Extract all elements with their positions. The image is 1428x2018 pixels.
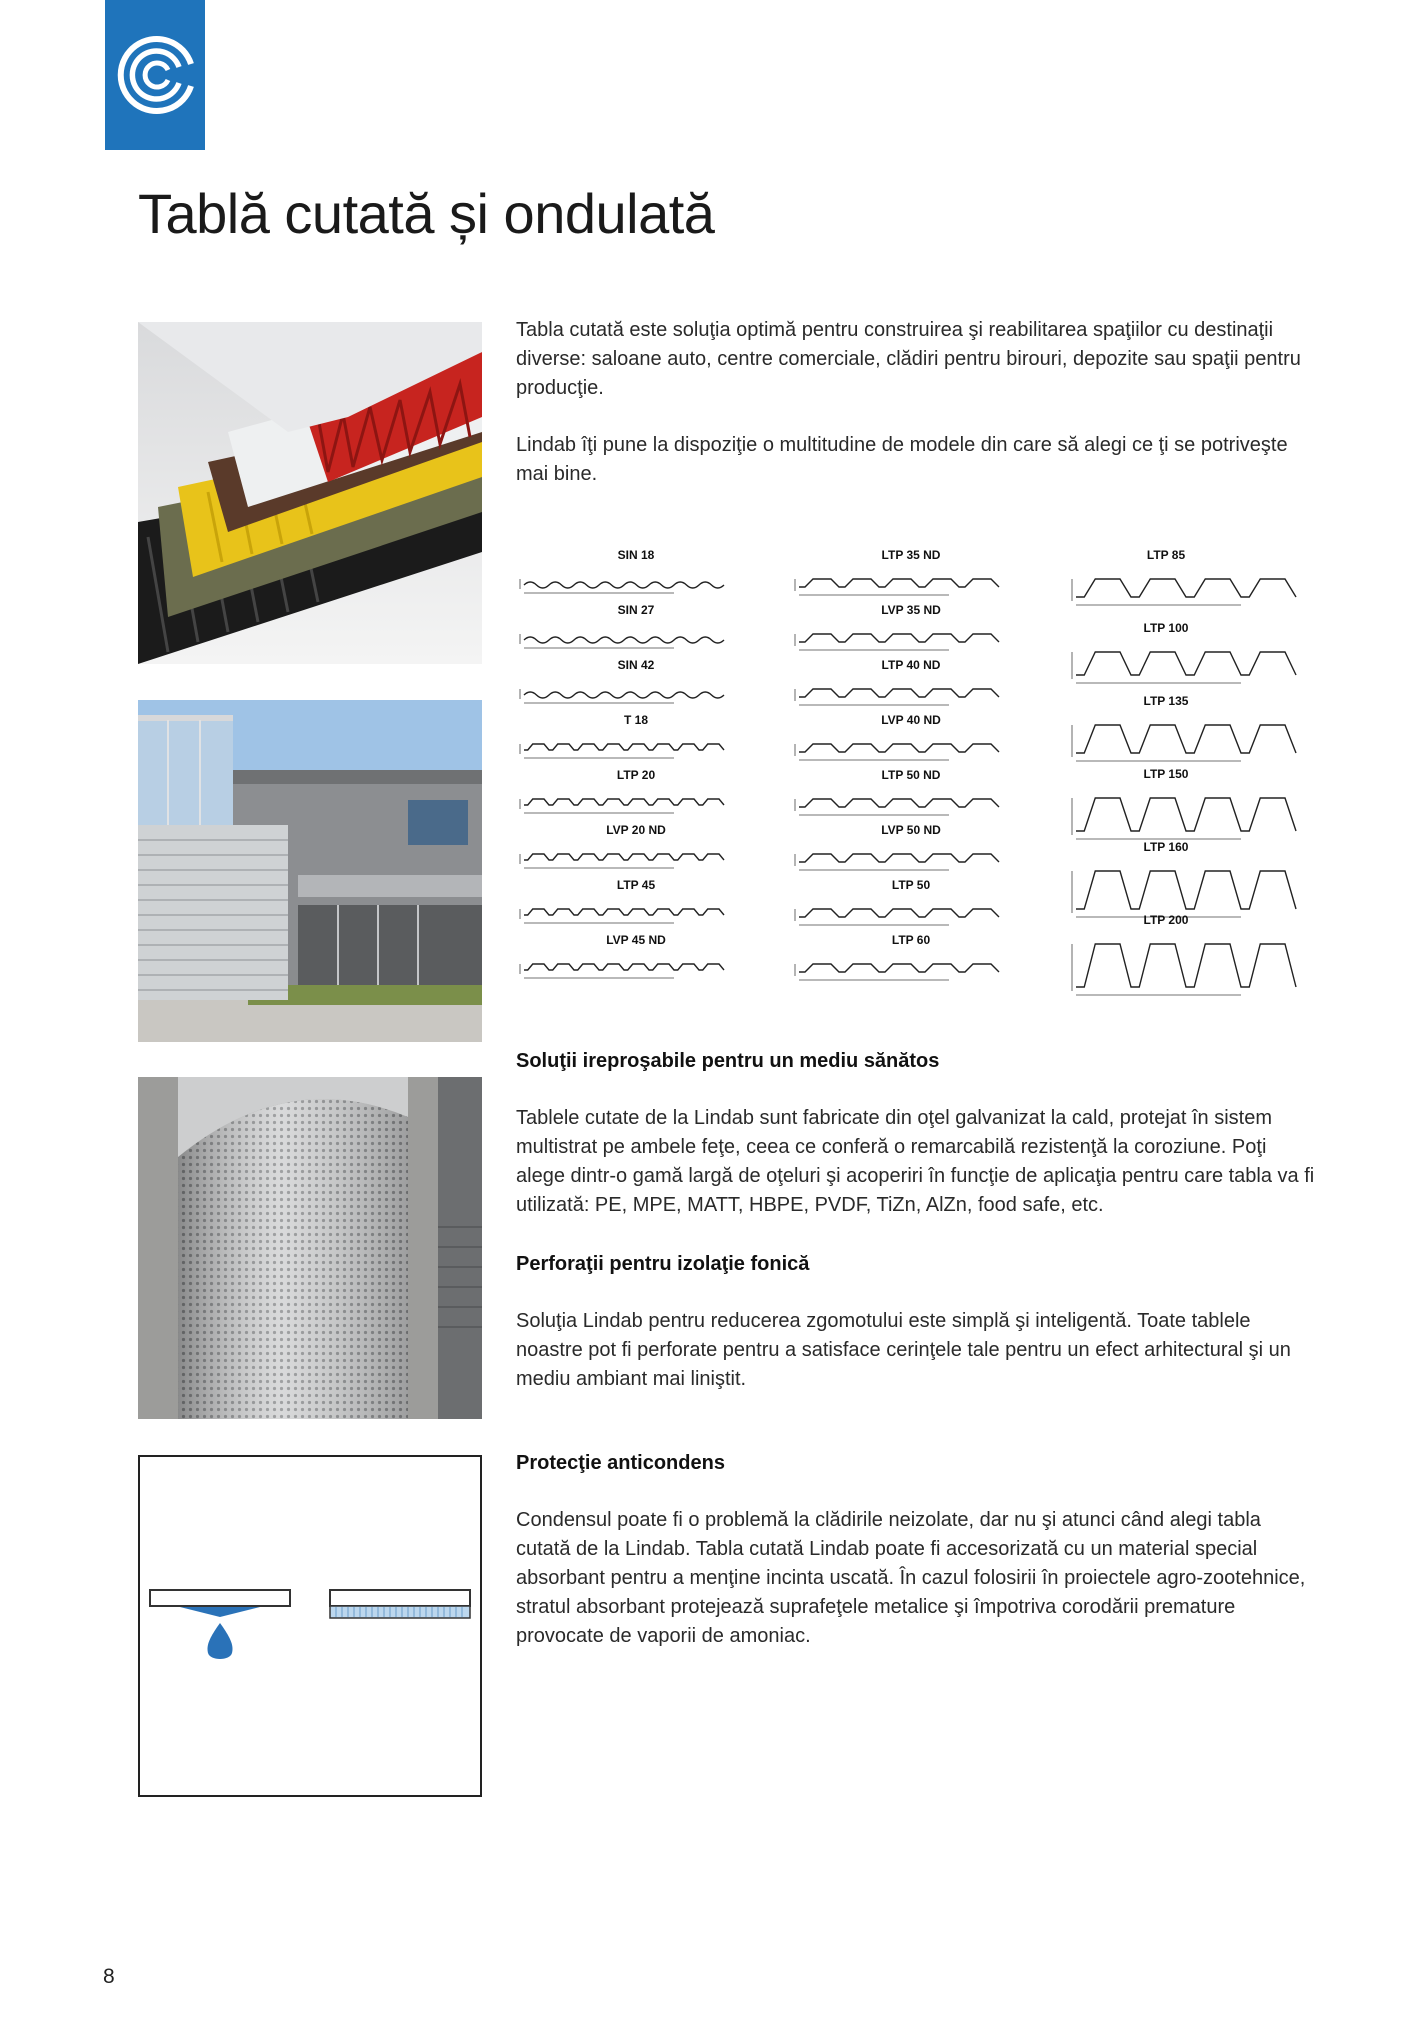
profile-label: T 18 xyxy=(623,713,649,727)
intro-paragraph-1: Tabla cutată este soluţia optimă pentru construirea şi reabilitarea spaţiilor cu destinaţii diverse: saloane auto, centre comerciale, clădiri pentru birouri, depozite sau spaţii pentru producţie. xyxy=(516,319,1301,399)
profile-label: LTP 50 ND xyxy=(881,768,941,782)
profile-shape xyxy=(524,637,724,643)
profile-shape xyxy=(799,799,999,807)
profile-label: LTP 200 xyxy=(1143,913,1189,927)
water-drop-icon xyxy=(208,1623,233,1659)
profile-label: SIN 27 xyxy=(617,603,655,617)
page-title: Tablă cutată și ondulată xyxy=(138,182,715,245)
page-number: 8 xyxy=(103,1965,115,1988)
profile-label: LVP 35 ND xyxy=(881,603,941,617)
section-heading-perforations: Perforaţii pentru izolaţie fonică xyxy=(516,1253,810,1275)
profile-shape xyxy=(1076,798,1296,831)
section-text-condens: Condensul poate fi o problemă la clădirile neizolate, dar nu şi atunci când alegi tabla cutată de la Lindab. Tabla cutată Lindab poate fi accesorizată cu un material special absorbant pentru a menţine incinta uscată. În cazul folosirii în proiectele agro-zootehnice, stratul absorbant protejează suprafeţele metalice şi împotriva corodării premature provocate de vaporii de amoniac. xyxy=(516,1509,1306,1647)
profile-shape xyxy=(799,689,999,697)
corrugated-panels-photo xyxy=(138,322,482,664)
profile-label: LVP 20 ND xyxy=(606,823,666,837)
profile-label: LVP 45 ND xyxy=(606,933,666,947)
profile-label: LTP 100 xyxy=(1143,621,1189,635)
profile-shape xyxy=(799,744,999,752)
profile-label: LTP 50 xyxy=(891,878,931,892)
section-text-perforations: Soluţia Lindab pentru reducerea zgomotului este simplă şi inteligentă. Toate tablele noastre pot fi perforate pentru a satisface cerinţele tale pentru un efect arhitectural şi un mediu ambiant mai liniştit. xyxy=(516,1310,1291,1390)
profile-shape xyxy=(1076,871,1296,909)
coated-sheet-icon xyxy=(330,1590,470,1606)
profile-shape xyxy=(799,634,999,642)
perforated-column-photo xyxy=(138,1077,482,1419)
profile-label: LTP 85 xyxy=(1146,548,1186,562)
profile-shape xyxy=(524,854,724,860)
profile-label: SIN 18 xyxy=(617,548,655,562)
profile-label: LTP 160 xyxy=(1143,840,1189,854)
profile-shape xyxy=(524,799,724,805)
profile-label: LTP 20 xyxy=(616,768,656,782)
lindab-concentric-logo-icon xyxy=(105,0,205,150)
section-heading-condens: Protecţie anticondens xyxy=(516,1452,725,1474)
section-heading-solutions: Soluţii ireproşabile pentru un mediu sănătos xyxy=(516,1050,940,1072)
profile-label: LVP 50 ND xyxy=(881,823,941,837)
bare-sheet-icon xyxy=(150,1590,290,1606)
logo xyxy=(105,0,205,150)
profile-label: LTP 40 ND xyxy=(881,658,941,672)
profile-label: LTP 135 xyxy=(1143,694,1189,708)
building-photo xyxy=(138,700,482,1042)
profile-shape xyxy=(1076,652,1296,675)
profile-shape xyxy=(799,909,999,917)
profile-label: LTP 45 xyxy=(616,878,656,892)
profile-shape xyxy=(524,692,724,698)
profile-label: SIN 42 xyxy=(617,658,655,672)
profile-drawings xyxy=(516,545,1316,1000)
profile-shape xyxy=(524,964,724,970)
profile-shape xyxy=(799,854,999,862)
profile-shape xyxy=(524,744,724,750)
profile-shape xyxy=(1076,579,1296,597)
profile-label: LVP 40 ND xyxy=(881,713,941,727)
profile-shape xyxy=(524,909,724,915)
section-text-solutions: Tablele cutate de la Lindab sunt fabricate din oţel galvanizat la cald, protejat în sistem multistrat pe ambele feţe, ceea ce conferă o remarcabilă rezistenţă la coroziune. Poţi alege dintr-o gamă largă de oţeluri şi acoperiri în funcţie de aplicaţia pentru care tabla va fi utilizată: PE, MPE, MATT, HBPE, PVDF, TiZn, AlZn, food safe, etc. xyxy=(516,1107,1315,1216)
profile-label: LTP 35 ND xyxy=(881,548,941,562)
condensation-diagram xyxy=(138,1455,482,1797)
profile-shape xyxy=(799,964,999,972)
profile-shape xyxy=(1076,725,1296,753)
profile-shape xyxy=(799,579,999,587)
profile-shape xyxy=(1076,944,1296,987)
profile-shape xyxy=(524,582,724,588)
intro-paragraph-2: Lindab îţi pune la dispoziţie o multitudine de modele din care să alegi ce ţi se potriveşte mai bine. xyxy=(516,434,1288,485)
profile-label: LTP 60 xyxy=(891,933,931,947)
profile-label: LTP 150 xyxy=(1143,767,1189,781)
